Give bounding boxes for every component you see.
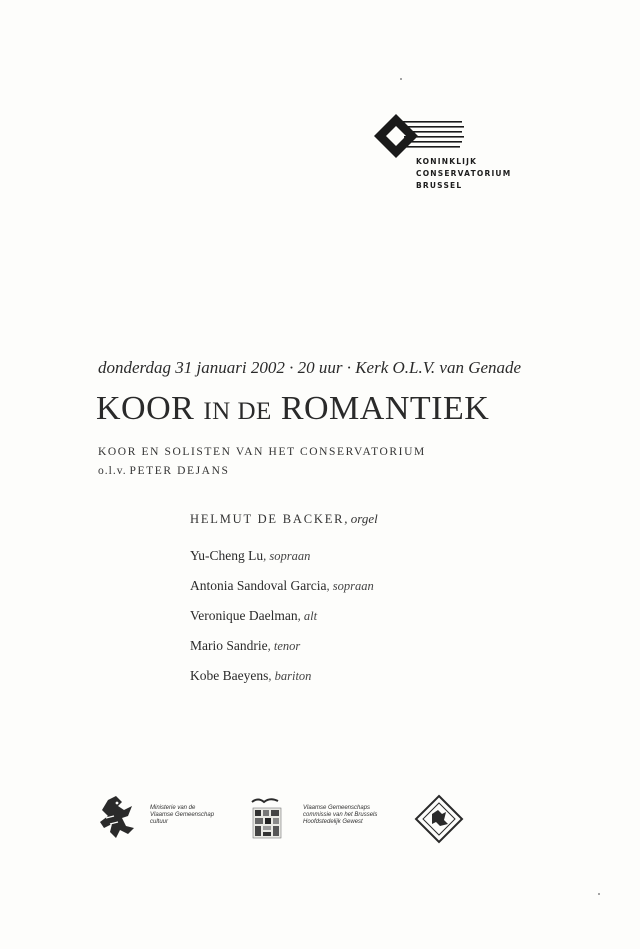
- soloist-item: [190, 548, 310, 564]
- title-word: IN DE: [203, 398, 272, 425]
- brussels-line: Hoofdstedelijk Gewest: [303, 819, 363, 825]
- soloist-role: , alt: [297, 609, 318, 623]
- organist-role: , orgel: [344, 511, 378, 526]
- event-date-line: donderdag 31 januari 2002 · 20 uur · Kerk O.L.V. van Genade: [98, 358, 522, 377]
- soloist-item: [190, 668, 311, 684]
- brussels-diamond-icon: [414, 794, 464, 844]
- organist-name: HELMUT DE BACKER: [190, 512, 345, 526]
- soloist-item: [190, 578, 374, 594]
- conductor-name: PETER DEJANS: [129, 465, 230, 477]
- soloist-role: , sopraan: [263, 549, 311, 563]
- organist-line: [190, 511, 378, 527]
- ministry-line: Vlaamse Gemeenschap: [150, 812, 215, 818]
- brussels-line: Vlaamse Gemeenschaps: [303, 805, 371, 811]
- speck: [598, 893, 600, 895]
- concert-title: [96, 390, 489, 428]
- ministry-text: [150, 805, 214, 826]
- brussels-line: commissie van het Brussels: [303, 812, 378, 818]
- flemish-lion-icon: [96, 794, 138, 842]
- ministry-line: Ministerie van de: [150, 805, 196, 811]
- logo-line: KONINKLIJK: [416, 157, 478, 166]
- soloist-role: , tenor: [267, 639, 301, 653]
- logo-text: [416, 156, 511, 192]
- logo-line: CONSERVATORIUM: [416, 169, 512, 178]
- soloist-role: , bariton: [268, 669, 312, 683]
- conductor-line: [98, 465, 229, 477]
- title-word: KOOR: [96, 390, 195, 427]
- soloist-name: Veronique Daelman: [190, 608, 298, 623]
- sponsor-logos: [92, 792, 472, 844]
- logo-line: BRUSSEL: [416, 181, 463, 190]
- performers-subtitle: KOOR EN SOLISTEN VAN HET CONSERVATORIUM: [98, 446, 426, 458]
- soloist-name: Antonia Sandoval Garcia: [190, 578, 327, 593]
- conservatorium-logo: [372, 112, 532, 202]
- conductor-prefix: o.l.v.: [98, 465, 127, 477]
- vlaanderen-badge-icon: [250, 796, 284, 842]
- title-word: ROMANTIEK: [280, 390, 490, 427]
- ministry-line: cultuur: [150, 819, 169, 825]
- speck: [400, 78, 402, 80]
- soloist-role: , sopraan: [326, 579, 374, 593]
- soloist-item: [190, 608, 317, 624]
- soloist-name: Yu-Cheng Lu: [190, 548, 264, 563]
- soloist-item: [190, 638, 300, 654]
- soloist-name: Mario Sandrie: [190, 638, 268, 653]
- soloist-name: Kobe Baeyens: [190, 668, 269, 683]
- brussels-commission-text: [303, 805, 377, 826]
